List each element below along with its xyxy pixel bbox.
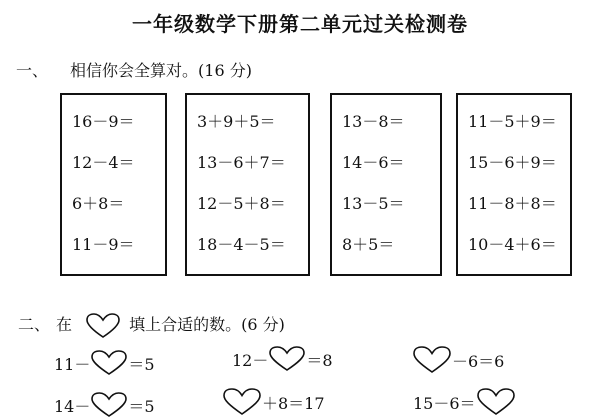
problem: 11－8＋8＝ <box>468 194 557 213</box>
page-title: 一年级数学下册第二单元过关检测卷 <box>132 12 468 36</box>
answer-heart-icon[interactable] <box>90 392 128 418</box>
fill-problem-4 <box>54 392 155 418</box>
section-2-number: 二、 <box>18 315 51 334</box>
fill-problem-before: 15－6＝ <box>413 393 476 413</box>
problem: 14－6＝ <box>342 153 405 172</box>
answer-heart-icon[interactable] <box>476 388 516 416</box>
answer-heart-icon[interactable] <box>90 350 128 376</box>
problem: 13－8＝ <box>342 112 405 131</box>
problem: 10－4＋6＝ <box>468 235 557 254</box>
problem: 13－6＋7＝ <box>197 153 286 172</box>
problem-box-1 <box>60 93 167 276</box>
fill-problem-6 <box>413 388 516 416</box>
section-2-heading <box>18 312 285 339</box>
section-2-text-before: 在 <box>56 315 73 334</box>
problem: 16－9＝ <box>72 112 135 131</box>
problem: 3＋9＋5＝ <box>197 112 276 131</box>
fill-problem-before: 12－ <box>232 350 269 370</box>
section-2-text-after: 填上合适的数。(6 分) <box>129 315 285 334</box>
fill-problem-after: ＝5 <box>128 396 155 416</box>
section-1-number: 一、 <box>16 61 49 80</box>
problem: 6＋8＝ <box>72 194 125 213</box>
fill-problem-after: ＋8＝17 <box>262 393 325 413</box>
fill-problem-after: ＝5 <box>128 354 155 374</box>
fill-problem-after: －6＝6 <box>452 351 505 371</box>
problem: 13－5＝ <box>342 194 405 213</box>
answer-heart-icon[interactable] <box>412 346 452 374</box>
fill-problem-5 <box>222 388 325 416</box>
problem: 11－9＝ <box>72 235 135 254</box>
problem: 12－4＝ <box>72 153 135 172</box>
answer-heart-icon[interactable] <box>268 346 306 372</box>
problem: 11－5＋9＝ <box>468 112 557 131</box>
fill-problem-before: 11－ <box>54 354 91 374</box>
problem: 12－5＋8＝ <box>197 194 286 213</box>
answer-heart-icon[interactable] <box>222 388 262 416</box>
heart-outline-icon <box>85 313 121 339</box>
fill-problem-3 <box>412 346 504 374</box>
fill-problem-after: ＝8 <box>306 350 333 370</box>
section-1-text: 相信你会全算对。(16 分) <box>70 61 252 80</box>
problem: 15－6＋9＝ <box>468 153 557 172</box>
problem-box-3 <box>330 93 442 276</box>
problem: 18－4－5＝ <box>197 235 286 254</box>
problem-box-2 <box>185 93 310 276</box>
fill-problem-1 <box>54 350 155 376</box>
fill-problem-2 <box>232 346 333 372</box>
section-1-heading <box>16 58 252 81</box>
fill-problem-before: 14－ <box>54 396 91 416</box>
problem: 8＋5＝ <box>342 235 395 254</box>
problem-box-4 <box>456 93 572 276</box>
